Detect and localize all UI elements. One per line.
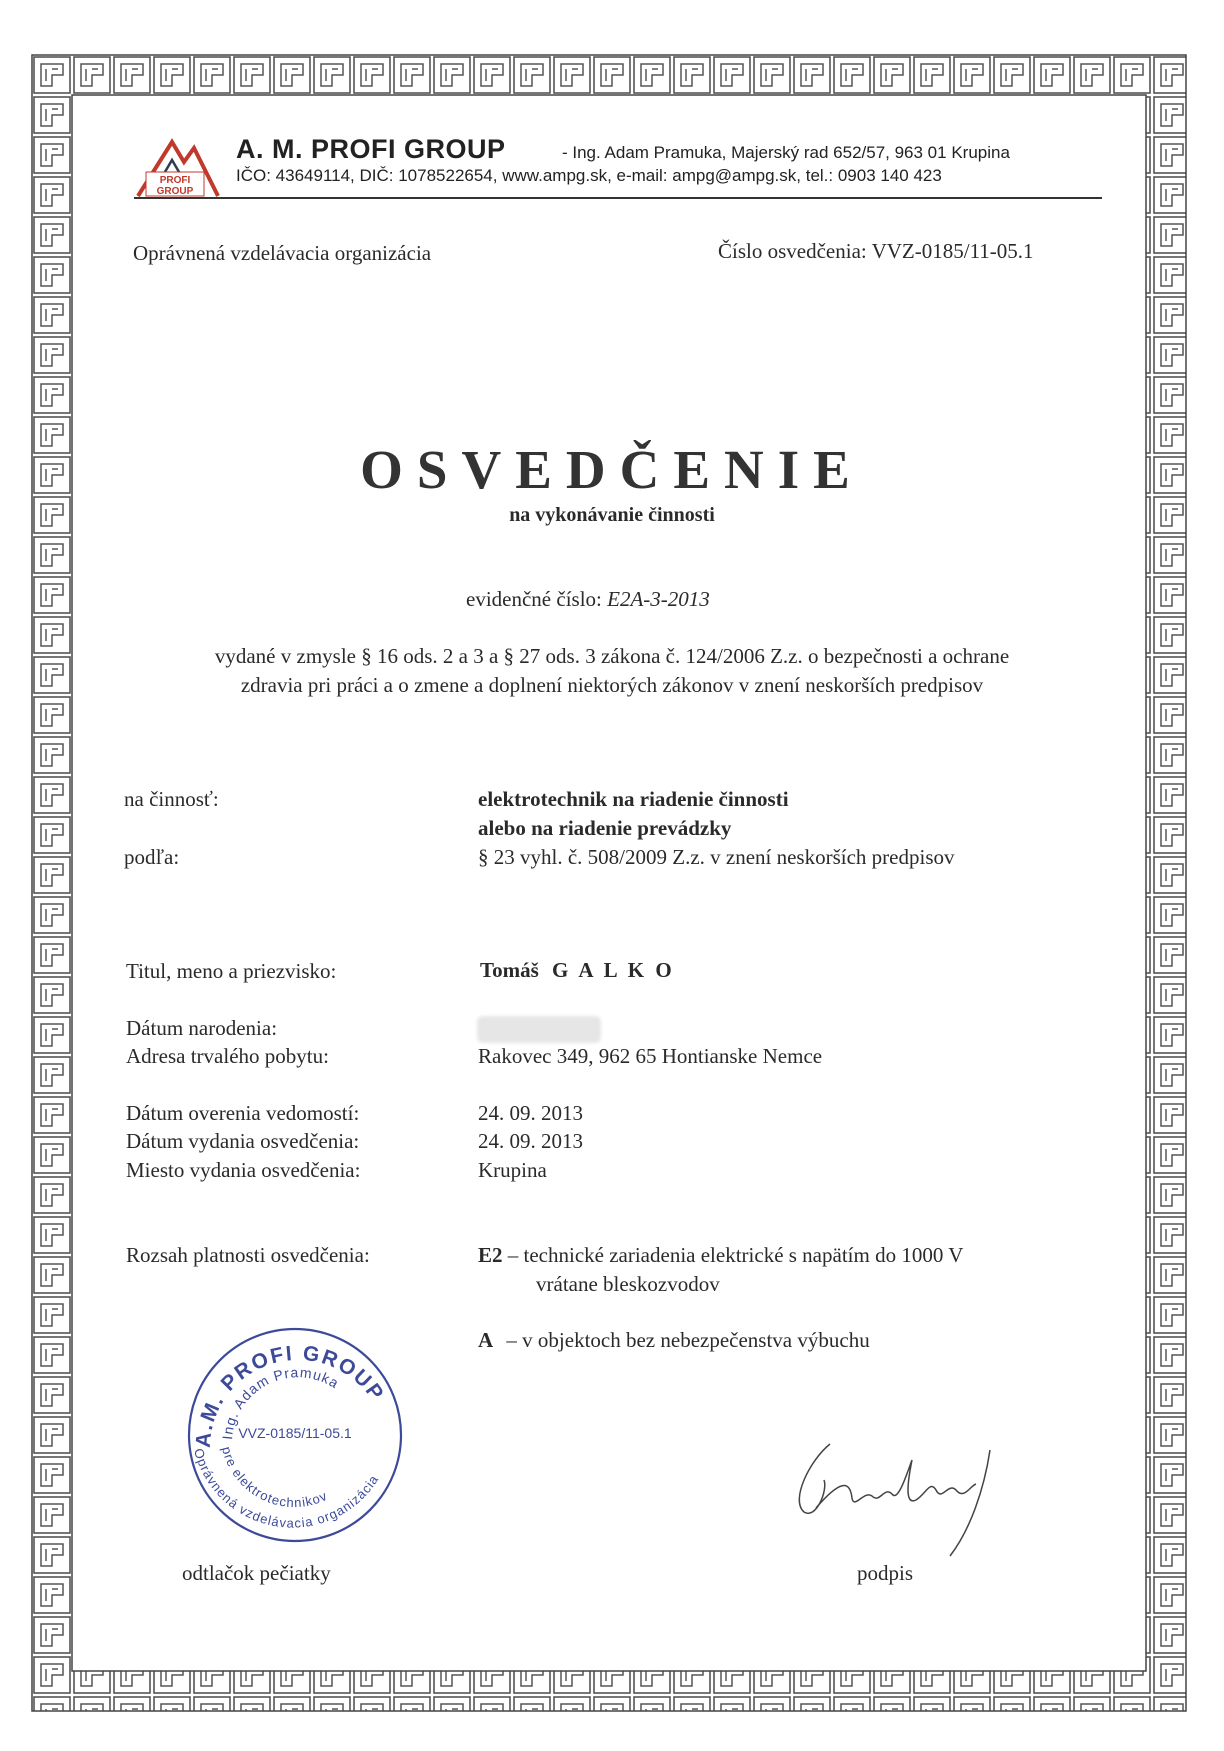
stamp-top-text: A.M. PROFI GROUP xyxy=(191,1341,389,1449)
scope-a xyxy=(478,1328,870,1353)
company-address: - Ing. Adam Pramuka, Majerský rad 652/57, 963 01 Krupina xyxy=(562,143,1010,162)
issued-text-line2: zdravia pri práci a o zmene a doplnení niektorých zákonov v znení neskorších predpisov xyxy=(240,673,984,697)
birth-label: Dátum narodenia: xyxy=(126,1016,278,1040)
name-label: Titul, meno a priezvisko: xyxy=(126,959,337,983)
address-value: Rakovec 349, 962 65 Hontianske Nemce xyxy=(478,1044,823,1068)
scope-code-e2: E2 xyxy=(478,1243,503,1267)
scope-e2 xyxy=(478,1243,963,1268)
header-divider xyxy=(134,197,1102,199)
logo-text-top: PROFI xyxy=(159,175,191,186)
scope-text-e2: – technické zariadenia elektrické s napätím do 1000 V xyxy=(507,1243,964,1267)
stamp-number: VVZ-0185/11-05.1 xyxy=(238,1425,352,1441)
registration-value: E2A-3-2013 xyxy=(607,587,710,611)
certificate-number: Číslo osvedčenia: VVZ-0185/11-05.1 xyxy=(718,239,1034,263)
issued-text-line1: vydané v zmysle § 16 ods. 2 a 3 a § 27 ods. 3 zákona č. 124/2006 Z.z. o bezpečnosti a ochrane xyxy=(214,644,1010,668)
scope-text-e2-line2: vrátane bleskozvodov xyxy=(536,1272,720,1296)
company-contacts: IČO: 43649114, DIČ: 1078522654, www.ampg.sk, e-mail: ampg@ampg.sk, tel.: 0903 140 423 xyxy=(236,166,942,185)
stamp-bottom-inner: pre elektrotechnikov xyxy=(218,1444,330,1511)
scope-label: Rozsah platnosti osvedčenia: xyxy=(126,1243,370,1267)
according-label: podľa: xyxy=(124,845,180,869)
signature-caption: podpis xyxy=(857,1561,914,1585)
official-stamp xyxy=(180,1320,410,1550)
address-label: Adresa trvalého pobytu: xyxy=(126,1044,329,1068)
activity-label: na činnosť: xyxy=(124,787,219,811)
verification-date: 24. 09. 2013 xyxy=(478,1101,583,1125)
issue-label: Dátum vydania osvedčenia: xyxy=(126,1129,360,1153)
registration-number xyxy=(466,587,710,612)
last-name: G A L K O xyxy=(552,958,675,982)
svg-text:Oprávnená vzdelávacia organizá xyxy=(190,1444,382,1531)
verification-label: Dátum overenia vedomostí: xyxy=(126,1101,360,1125)
company-logo xyxy=(132,136,222,202)
place-value: Krupina xyxy=(478,1158,547,1182)
place-label: Miesto vydania osvedčenia: xyxy=(126,1158,361,1182)
signature xyxy=(780,1420,1040,1570)
company-name: A. M. PROFI GROUP xyxy=(236,134,506,164)
page-subtitle: na vykonávanie činnosti xyxy=(509,504,715,526)
stamp-bottom-outer: Oprávnená vzdelávacia organizácia xyxy=(190,1446,382,1531)
according-value: § 23 vyhl. č. 508/2009 Z.z. v znení neskorších predpisov xyxy=(478,845,955,869)
issue-date: 24. 09. 2013 xyxy=(478,1129,583,1153)
redacted-birthdate xyxy=(477,1016,601,1043)
person-name xyxy=(480,958,675,983)
page-title: OSVEDČENIE xyxy=(360,439,864,500)
org-label: Oprávnená vzdelávacia organizácia xyxy=(133,241,432,265)
stamp-inner-text: Ing. Adam Pramuka xyxy=(219,1364,343,1441)
registration-label: evidenčné číslo: xyxy=(466,587,602,611)
scope-code-a: A xyxy=(478,1328,494,1352)
activity-value-2: alebo na riadenie prevádzky xyxy=(478,816,732,840)
first-name: Tomáš xyxy=(480,958,539,982)
scope-text-a: – v objektoch bez nebezpečenstva výbuchu xyxy=(506,1328,870,1352)
activity-value-1: elektrotechnik na riadenie činnosti xyxy=(478,787,789,811)
stamp-caption: odtlačok pečiatky xyxy=(182,1561,331,1585)
logo-text-bottom: GROUP xyxy=(156,186,194,197)
